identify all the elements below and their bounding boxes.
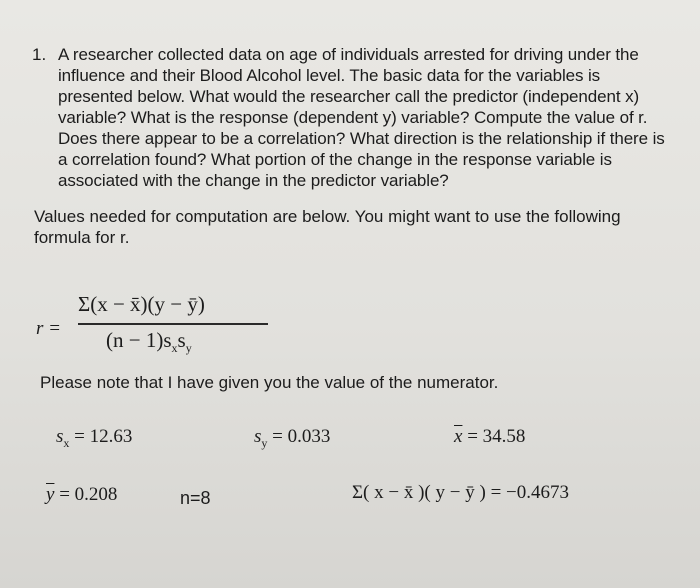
stat-ybar bbox=[46, 484, 117, 506]
xbar-symbol: $\overline{x}$ bbox=[454, 426, 463, 447]
ybar-value: = 0.208 bbox=[59, 484, 118, 505]
please-note: Please note that I have given you the value of the numerator. bbox=[40, 373, 499, 392]
values-note: Values needed for computation are below. You might want to use the following formula for r. bbox=[34, 207, 621, 247]
sx-symbol: s bbox=[56, 426, 64, 447]
numerator-expr: Σ( x − x̄ )( y − ȳ ) bbox=[352, 482, 486, 503]
question-text: A researcher collected data on age of individuals arrested for driving under the influence and their Blood Alcohol level. The basic data for the variables is presented below. What would the researcher call the predictor (independent x) variable? What is the response (dependent y) variable? Compute the value of r. Does there appear to be a correlation? What direction is the relationship if there is a correlation found? What portion of the change in the response variable is associated with the change in the predictor variable? bbox=[58, 45, 665, 190]
fraction-bar bbox=[78, 323, 268, 325]
stat-numerator bbox=[352, 482, 569, 504]
denominator-prefix: (n − 1)s bbox=[106, 328, 172, 352]
numerator-value: = −0.4673 bbox=[490, 482, 569, 503]
denominator-s: s bbox=[177, 328, 186, 352]
ybar-symbol: $\overline{y}$ bbox=[46, 484, 55, 505]
denominator-sub-y: y bbox=[185, 341, 192, 356]
stat-sy bbox=[254, 426, 330, 451]
formula-numerator: Σ(x − x̄)(y − ȳ) bbox=[78, 292, 205, 316]
stat-sx bbox=[56, 426, 132, 451]
sy-sub: y bbox=[261, 435, 268, 450]
xbar-value: = 34.58 bbox=[467, 426, 526, 447]
sx-value: = 12.63 bbox=[74, 426, 133, 447]
n-label: n=8 bbox=[180, 488, 211, 508]
question-number: 1. bbox=[32, 45, 47, 64]
sy-value: = 0.033 bbox=[272, 426, 331, 447]
sy-symbol: s bbox=[254, 426, 262, 447]
sx-sub: x bbox=[63, 435, 70, 450]
formula-denominator bbox=[106, 328, 192, 356]
formula-lhs: r = bbox=[36, 318, 61, 339]
denominator-sub-x: x bbox=[171, 341, 178, 356]
correlation-formula bbox=[34, 292, 274, 372]
stat-xbar bbox=[454, 426, 525, 448]
